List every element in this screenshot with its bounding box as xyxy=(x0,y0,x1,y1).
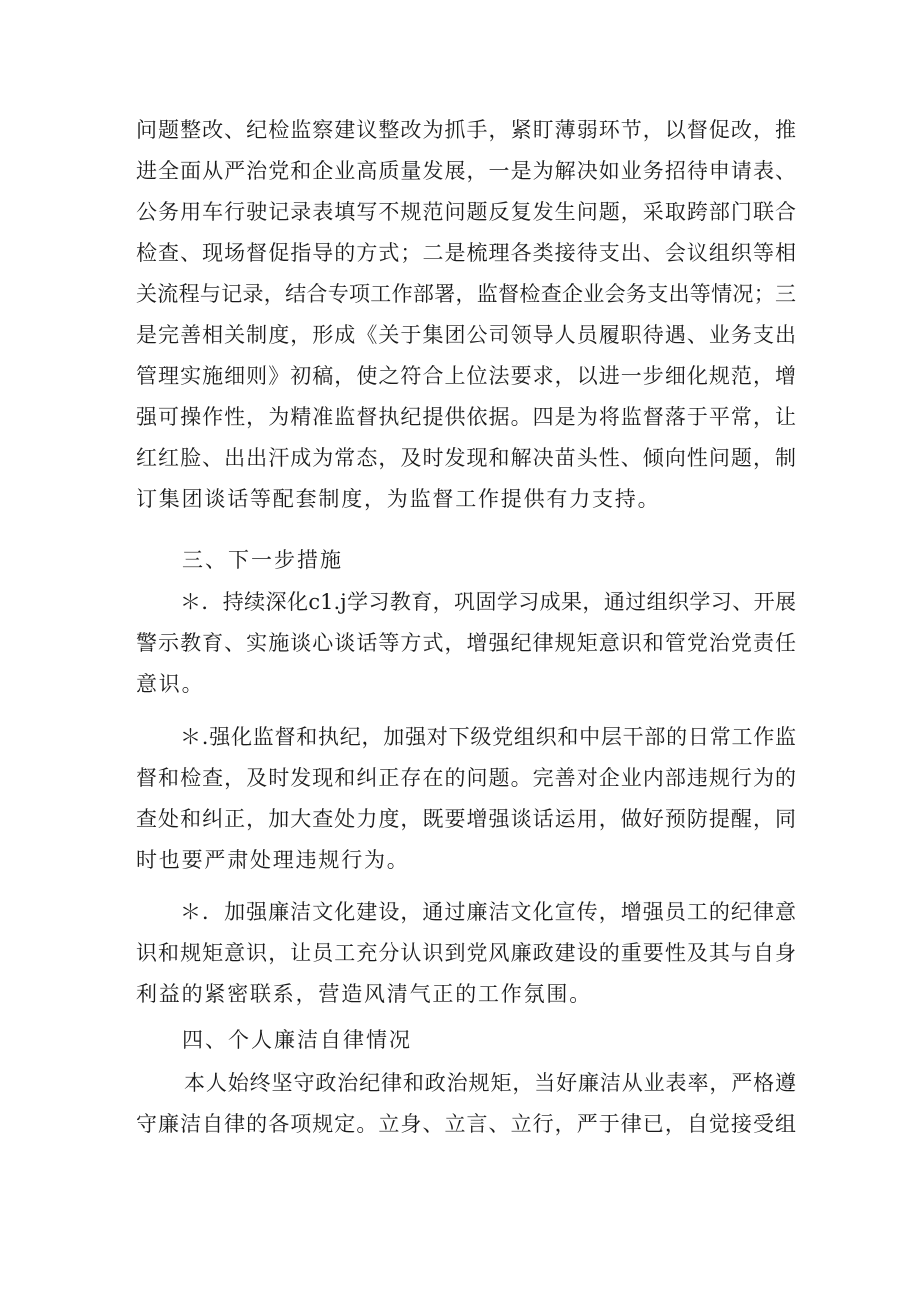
body-text-line: 订集团谈话等配套制度，为监督工作提供有力支持。 xyxy=(136,487,661,511)
body-text-line: 公务用车行驶记录表填写不规范问题反复发生问题，采取跨部门联合 xyxy=(136,200,796,224)
body-text-line: 强可操作性，为精准监督执纪提供依据。四是为将监督落于平常，让 xyxy=(136,405,796,429)
body-text-line: 关流程与记录，结合专项工作部署，监督检查企业会务支出等情况；三 xyxy=(136,282,796,306)
body-text-line: 本人始终坚守政治纪律和政治规矩，当好廉洁从业表率，严格遵 xyxy=(184,1071,796,1095)
list-item-line: 督和检查，及时发现和纠正存在的问题。完善对企业内部违规行为的 xyxy=(136,766,796,790)
body-text-line: 守廉洁自律的各项规定。立身、立言、立行，严于律已，自觉接受组 xyxy=(136,1112,796,1136)
body-text-line: 是完善相关制度，形成《关于集团公司领导人员履职待遇、业务支出 xyxy=(136,323,796,347)
section-heading: 三、下一步措施 xyxy=(182,548,343,572)
section-heading: 四、个人廉洁自律情况 xyxy=(182,1028,412,1052)
body-text-line: 问题整改、纪检监察建议整改为抓手，紧盯薄弱环节，以督促改，推 xyxy=(136,118,796,142)
list-item-line: ＊.强化监督和执纪，加强对下级党组织和中层干部的日常工作监 xyxy=(180,725,796,749)
list-item-line: ＊．持续深化c1.j学习教育，巩固学习成果，通过组织学习、开展 xyxy=(180,590,796,614)
list-item-line: 意识。 xyxy=(136,672,205,696)
body-text-line: 检查、现场督促指导的方式；二是梳理各类接待支出、会议组织等相 xyxy=(136,241,796,265)
list-item-line: ＊．加强廉洁文化建设，通过廉洁文化宣传，增强员工的纪律意 xyxy=(180,900,796,924)
list-item-line: 时也要严肃处理违规行为。 xyxy=(136,848,410,872)
body-text-line: 红红脸、出出汗成为常态，及时发现和解决苗头性、倾向性问题，制 xyxy=(136,446,796,470)
body-text-line: 进全面从严治党和企业高质量发展，一是为解决如业务招待申请表、 xyxy=(136,159,796,183)
body-text-line: 管理实施细则》初稿，使之符合上位法要求，以进一步细化规范，增 xyxy=(136,364,796,388)
list-item-line: 警示教育、实施谈心谈话等方式，增强纪律规矩意识和管党治党责任 xyxy=(136,631,796,655)
list-item-line: 识和规矩意识，让员工充分认识到党风廉政建设的重要性及其与自身 xyxy=(136,941,796,965)
list-item-line: 利益的紧密联系，营造风清气正的工作氛围。 xyxy=(136,982,592,1006)
list-item-line: 查处和纠正，加大查处力度，既要增强谈话运用，做好预防提醒，同 xyxy=(136,807,796,831)
